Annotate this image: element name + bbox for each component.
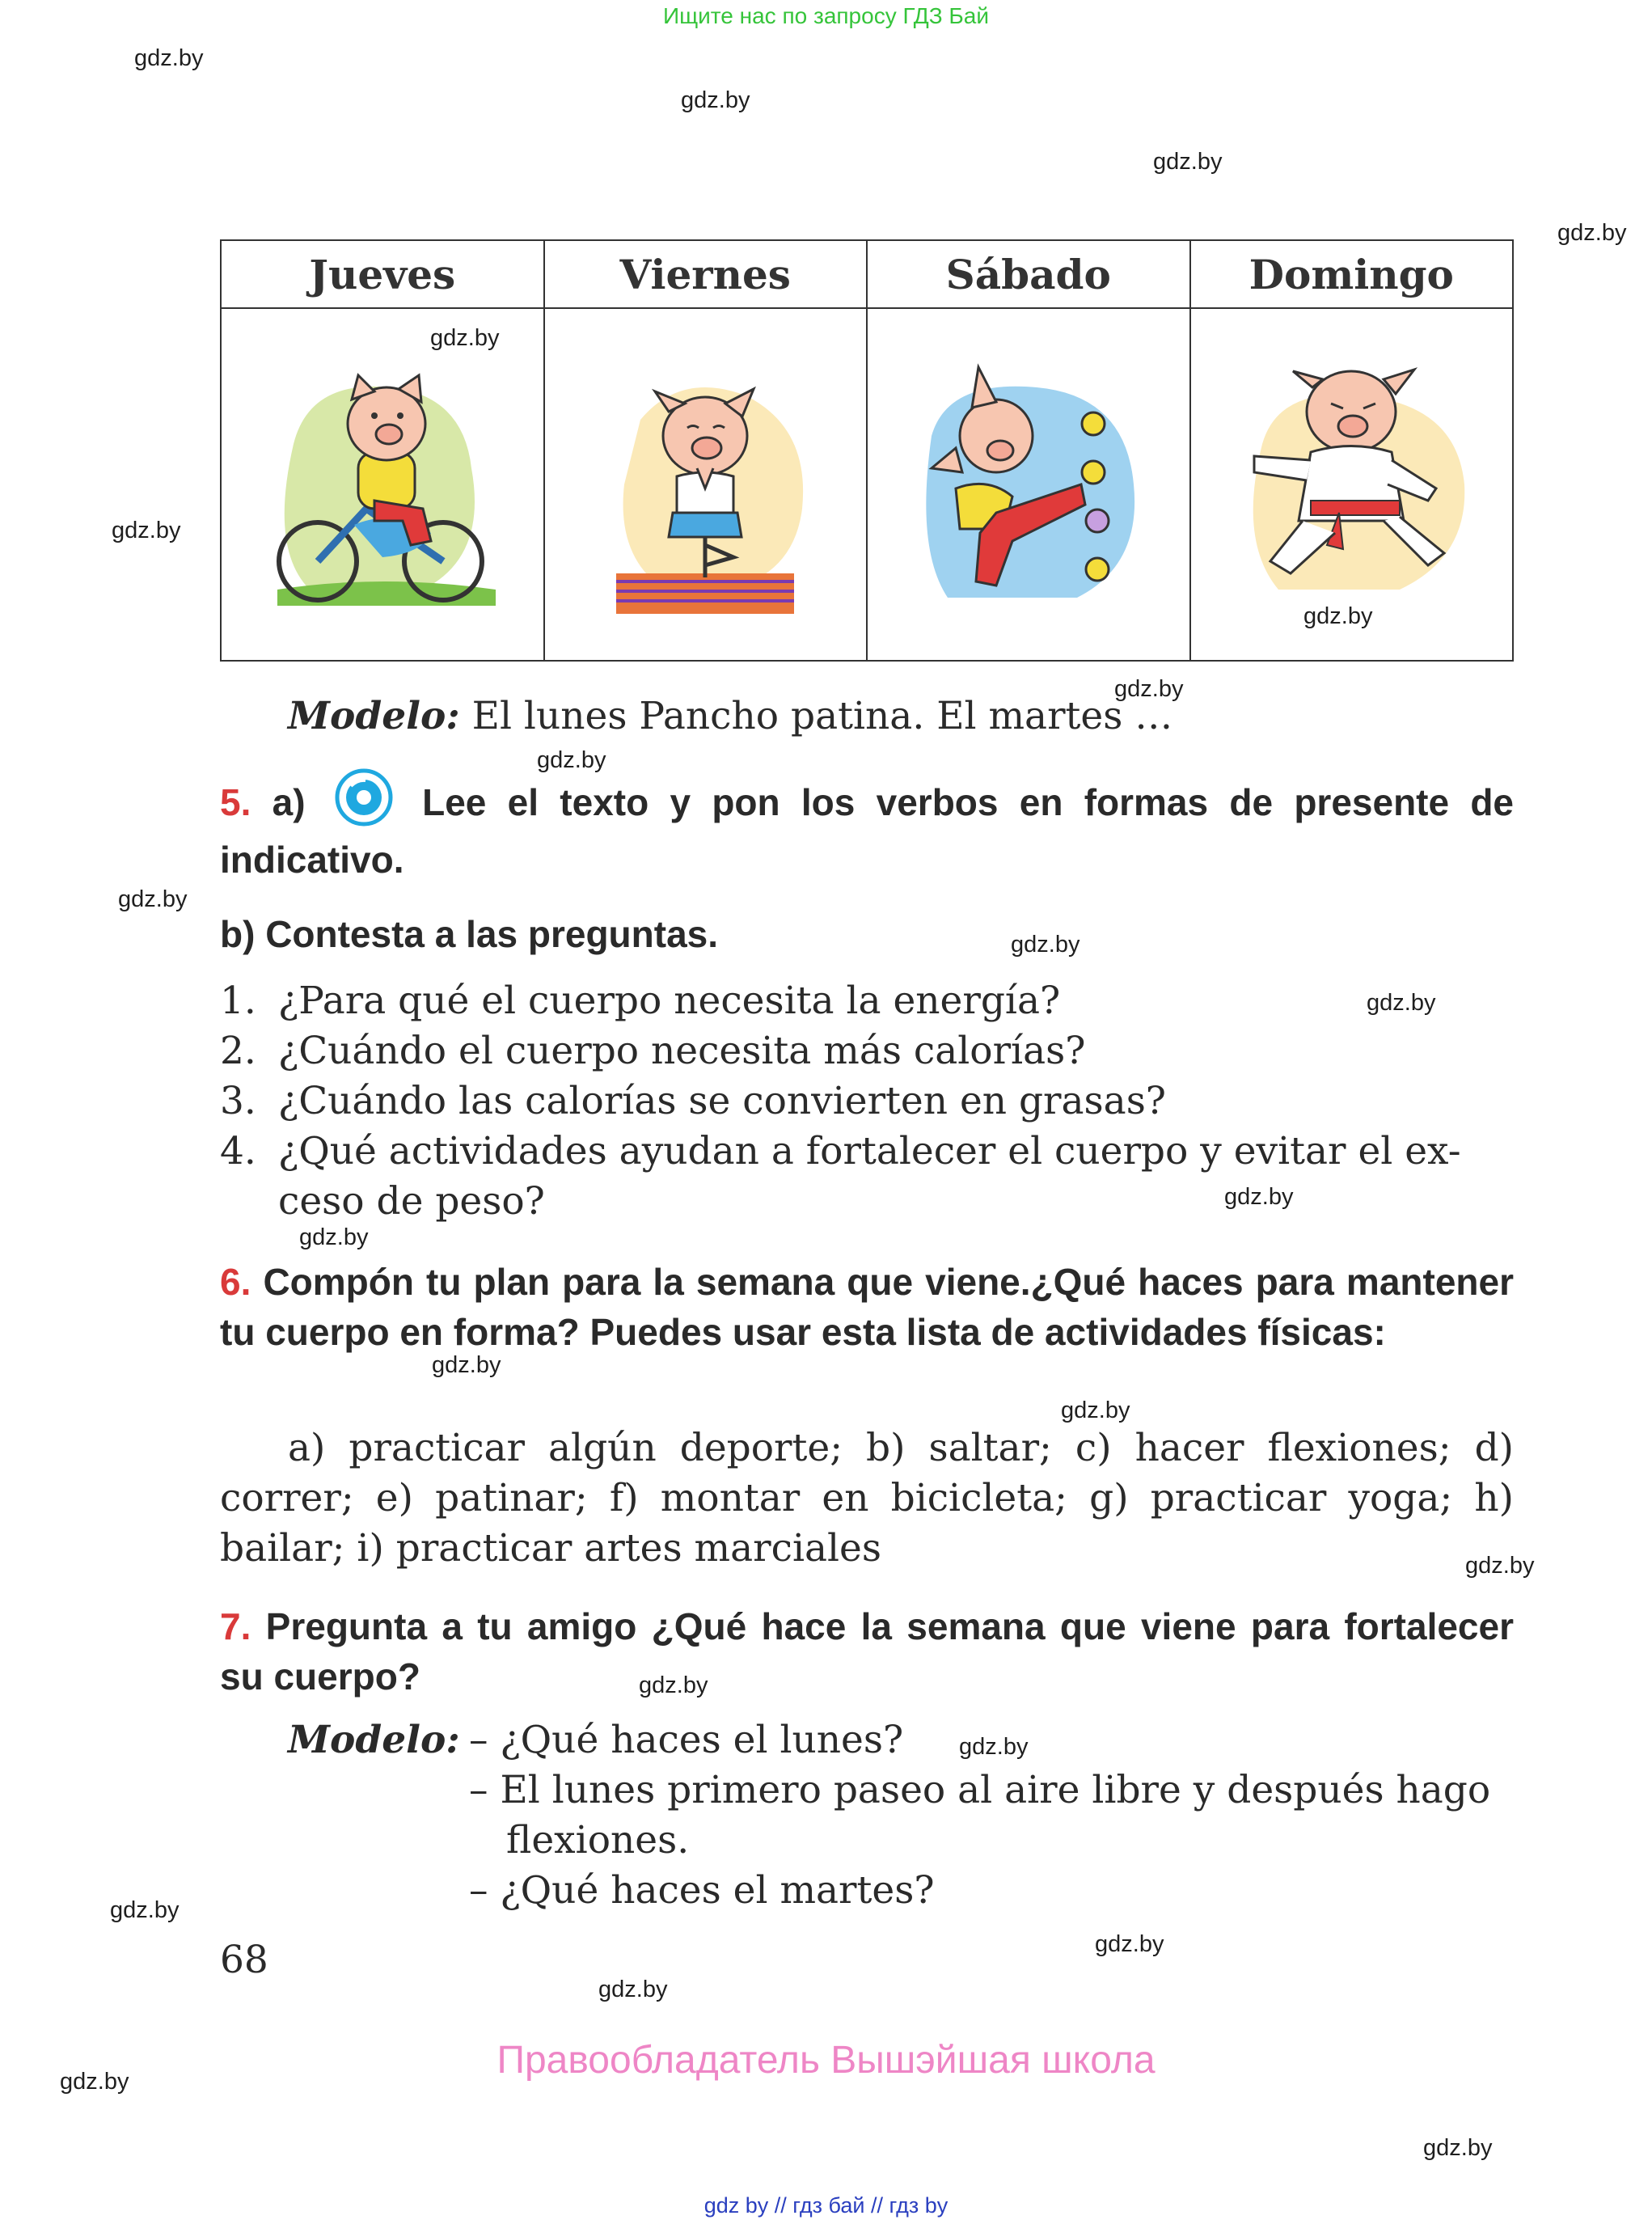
watermark: gdz.by [959, 1734, 1029, 1760]
modelo-label: Modelo: [288, 1718, 460, 1762]
exercise-5b-instruction: b) Contesta a las preguntas. [220, 913, 719, 955]
day-header-viernes: Viernes [544, 240, 868, 308]
weekday-table [220, 239, 1514, 662]
watermark: gdz.by [1061, 1397, 1130, 1423]
exercise-text: Pregunta a tu amigo ¿Qué hace la semana que viene para fortalecer su cuerpo? [220, 1605, 1514, 1698]
dialog-line: – El lunes primero paseo al aire libre y después hago [469, 1768, 1491, 1812]
day-cell-viernes [544, 308, 868, 661]
dialog-line: flexiones. [506, 1818, 690, 1862]
day-header-domingo: Domingo [1190, 240, 1514, 308]
exercise-5-instruction [220, 776, 1514, 885]
copyright-holder: Правообладатель Вышэйшая школа [496, 2039, 1156, 2082]
day-cell-jueves [221, 308, 544, 661]
pig-yoga-icon [584, 347, 826, 622]
watermark: gdz.by [1423, 2135, 1493, 2161]
watermark: gdz.by [430, 325, 500, 351]
pig-karate-icon [1222, 347, 1481, 622]
list-item: 3. ¿Cuándo las calorías se convierten en grasas? [220, 1079, 1167, 1123]
audio-cd-icon[interactable] [335, 768, 393, 827]
search-hint-link[interactable]: Ищите нас по запросу ГДЗ Бай [662, 3, 990, 28]
exercise-7-instruction [220, 1601, 1514, 1702]
exercise-number: 7. [220, 1605, 251, 1647]
pig-cycling-icon [261, 347, 504, 622]
list-item: 4. ¿Qué actividades ayudan a fortalecer el cuerpo y evitar el ex- [220, 1129, 1461, 1173]
day-header-jueves: Jueves [221, 240, 544, 308]
list-item: 2. ¿Cuándo el cuerpo necesita más calorías? [220, 1029, 1086, 1073]
watermark: gdz.by [1095, 1931, 1164, 1957]
watermark: gdz.by [1465, 1553, 1535, 1579]
dialog-line: – ¿Qué haces el martes? [469, 1868, 935, 1913]
watermark: gdz.by [432, 1352, 501, 1378]
exercise-text: Lee el texto y pon los verbos en formas de presente de indicativo. [220, 781, 1515, 881]
exercise-text: Compón tu plan para la semana que viene.¿Qué haces para mantener tu cuerpo en forma? Puedes usar esta lista de actividades físicas: [220, 1261, 1514, 1353]
watermark: gdz.by [1224, 1184, 1294, 1210]
watermark: gdz.by [598, 1977, 668, 2002]
watermark: gdz.by [60, 2069, 129, 2095]
modelo-text: El lunes Pancho patina. El martes … [471, 694, 1173, 738]
day-header-sabado: Sábado [867, 240, 1190, 308]
watermark: gdz.by [1114, 676, 1184, 702]
exercise-part-label: a) [272, 781, 306, 824]
activity-list: a) practicar algún deporte; b) saltar; c) hacer flexiones; d) correr; e) patinar; f) montar en bicicleta; g) practicar yoga; h) bailar; i) practicar artes marciales [220, 1426, 1514, 1571]
watermark: gdz.by [1557, 220, 1627, 246]
modelo-label: Modelo: [288, 694, 460, 738]
exercise-number: 5. [220, 781, 251, 824]
watermark: gdz.by [299, 1224, 369, 1250]
watermark: gdz.by [1011, 932, 1080, 958]
watermark: gdz.by [1153, 149, 1223, 175]
watermark: gdz.by [537, 747, 606, 773]
watermark: gdz.by [1367, 990, 1436, 1016]
list-item: 1. ¿Para qué el cuerpo necesita la energía? [220, 979, 1061, 1023]
footer-links[interactable]: gdz by // гдз бай // гдз by [703, 2193, 949, 2218]
watermark: gdz.by [118, 886, 188, 912]
page-number: 68 [220, 1938, 268, 1982]
day-cell-sabado [867, 308, 1190, 661]
watermark: gdz.by [639, 1672, 708, 1698]
modelo-example [288, 694, 1501, 738]
watermark: gdz.by [134, 45, 204, 71]
watermark: gdz.by [1303, 603, 1373, 629]
watermark: gdz.by [110, 1897, 180, 1923]
exercise-6-instruction [220, 1257, 1514, 1357]
dialog-line: – ¿Qué haces el lunes? [469, 1718, 904, 1762]
watermark: gdz.by [681, 87, 750, 113]
pig-kicking-icon [899, 347, 1158, 622]
watermark: gdz.by [112, 518, 181, 543]
exercise-number: 6. [220, 1261, 251, 1303]
list-item-continuation: ceso de peso? [278, 1179, 545, 1224]
